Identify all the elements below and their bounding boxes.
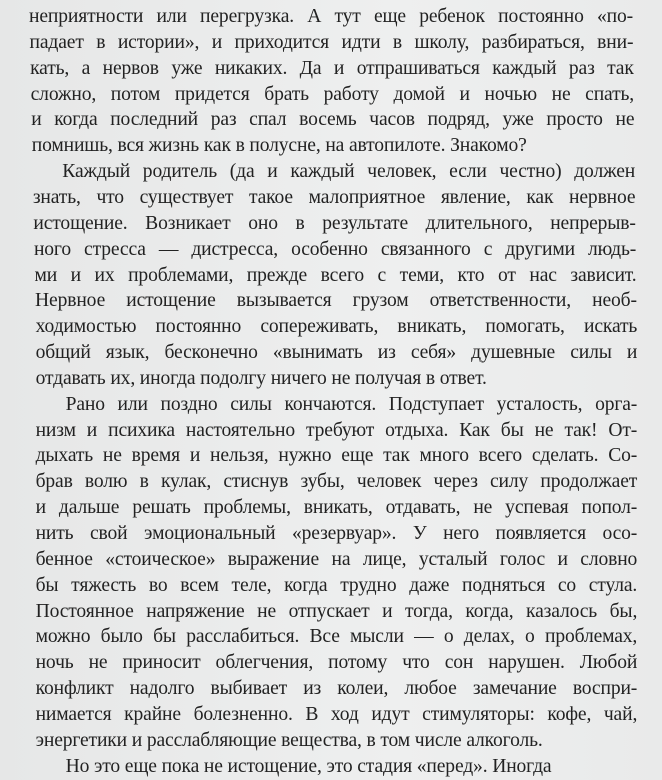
text-line: ми и их проблемами, прежде всего с теми, кто от нас зависит. bbox=[34, 264, 637, 286]
text-line: общий язык, бесконечно «вынимать из себя» душевные силы и bbox=[35, 342, 638, 364]
text-line: истощение. Возникает оно в результате длительного, непрерыв- bbox=[33, 212, 636, 234]
text-line: ного стресса — дистресса, особенно связанного с другими людь- bbox=[33, 238, 637, 260]
text-line: отдавать их, иногда подолгу ничего не получая в ответ. bbox=[35, 367, 487, 389]
text-line: и дальше решать проблемы, вникать, отдавать, не успевая попол- bbox=[35, 497, 638, 519]
text-line: можно было бы расслабиться. Все мысли — о делах, о проблемах, bbox=[35, 626, 638, 648]
text-line: помнишь, вся жизнь как в полусне, на автопилоте. Знакомо? bbox=[31, 135, 527, 157]
text-line: нить свой эмоциональный «резервуар». У него появляется осо- bbox=[35, 523, 638, 544]
text-line: неприятности или перегрузка. А тут еще ребенок постоянно «по- bbox=[29, 6, 633, 27]
text-line: Постоянное напряжение не отпускает и тогда, когда, казалось бы, bbox=[35, 600, 638, 622]
text-line: брав волю в кулак, стиснув зубы, человек через силу продолжает bbox=[35, 471, 638, 493]
text-line: и когда последний раз спал восемь часов подряд, уже просто не bbox=[31, 109, 635, 131]
text-line: Но это еще пока не истощение, это стадия «перед». Иногда bbox=[65, 755, 552, 777]
text-line: низм и психика настоятельно требуют отдыха. Как бы не так! От- bbox=[35, 419, 638, 441]
text-line: Рано или поздно силы кончаются. Подступает усталость, орга- bbox=[65, 393, 638, 415]
text-line: бенное «стоическое» выражение на лице, усталый голос и словно bbox=[35, 548, 638, 570]
text-line: нимается крайне болезненно. В ход идут стимуляторы: кофе, чай, bbox=[35, 703, 638, 725]
text-line: знать, что существует такое малоприятное явление, как нервное bbox=[32, 186, 636, 208]
text-line: бы тяжесть во всем теле, когда трудно даже подняться со стула. bbox=[35, 574, 638, 596]
text-line: сложно, потом придется брать работу домой и ночью не спать, bbox=[30, 83, 635, 105]
text-line: энергетики и расслабляющие вещества, в том числе алкоголь. bbox=[35, 729, 543, 751]
text-line: ночь не приносит облегчения, потому что сон нарушен. Любой bbox=[35, 652, 638, 674]
text-line: кать, а нервов уже никаких. Да и отпрашиваться каждый раз так bbox=[30, 57, 634, 79]
text-line: ходимостью постоянно сопереживать, вникать, помогать, искать bbox=[35, 316, 638, 338]
text-line: Нервное истощение вызывается грузом ответственности, необ- bbox=[35, 290, 637, 312]
text-line: дыхать не время и нельзя, нужно еще так много всего сделать. Со- bbox=[35, 445, 638, 467]
text-line: падает в истории», и приходится идти в школу, разбираться, вни- bbox=[29, 31, 634, 53]
text-line: конфликт надолго выбивает из колеи, любое замечание воспри- bbox=[35, 678, 638, 700]
text-line: Каждый родитель (да и каждый человек, если честно) должен bbox=[62, 161, 636, 183]
